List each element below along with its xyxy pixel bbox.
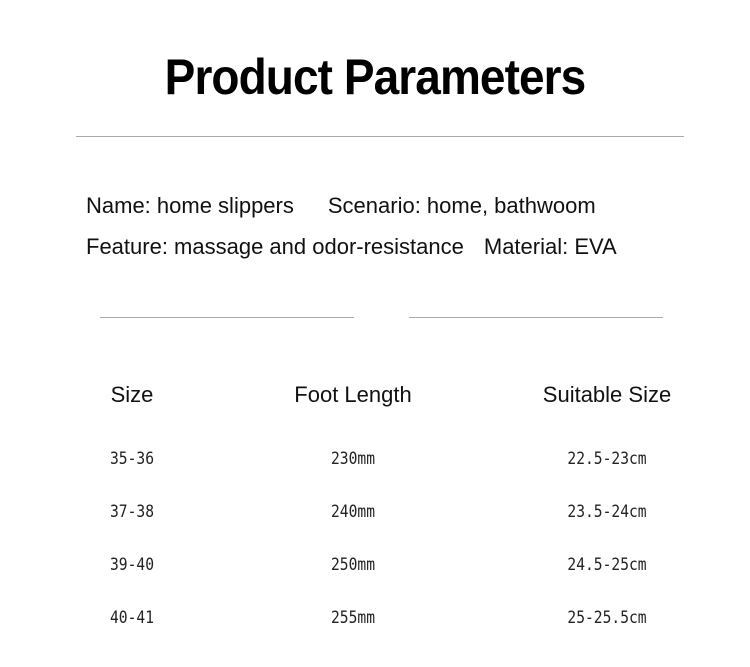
table-cell-suitable-size: 24.5-25cm bbox=[567, 555, 647, 575]
table-cell-suitable-size: 22.5-23cm bbox=[567, 449, 647, 469]
info-line-1 bbox=[86, 192, 596, 220]
table-cell-suitable-size: 25-25.5cm bbox=[567, 608, 647, 628]
table-cell-foot-length: 230mm bbox=[330, 449, 376, 469]
table-cell-foot-length: 255mm bbox=[330, 608, 376, 628]
info-line-2 bbox=[86, 233, 617, 261]
table-header-size: Size bbox=[110, 382, 154, 407]
table-cell-foot-length: 240mm bbox=[330, 502, 376, 522]
table-header-suitable-size: Suitable Size bbox=[542, 382, 672, 407]
section-divider-right bbox=[409, 317, 663, 318]
table-cell-foot-length: 250mm bbox=[330, 555, 376, 575]
table-cell-size: 35-36 bbox=[109, 449, 155, 469]
table-header-foot-length: Foot Length bbox=[294, 382, 412, 407]
product-feature: Feature: massage and odor-resistance bbox=[86, 234, 464, 259]
section-divider-left bbox=[100, 317, 354, 318]
page-title: Product Parameters bbox=[164, 49, 586, 105]
product-scenario: Scenario: home, bathwoom bbox=[327, 193, 596, 218]
table-cell-suitable-size: 23.5-24cm bbox=[567, 502, 647, 522]
table-cell-size: 37-38 bbox=[109, 502, 155, 522]
product-name: Name: home slippers bbox=[86, 193, 294, 218]
table-cell-size: 39-40 bbox=[109, 555, 155, 575]
table-cell-size: 40-41 bbox=[109, 608, 155, 628]
product-material: Material: EVA bbox=[483, 234, 617, 259]
title-divider bbox=[76, 136, 684, 137]
